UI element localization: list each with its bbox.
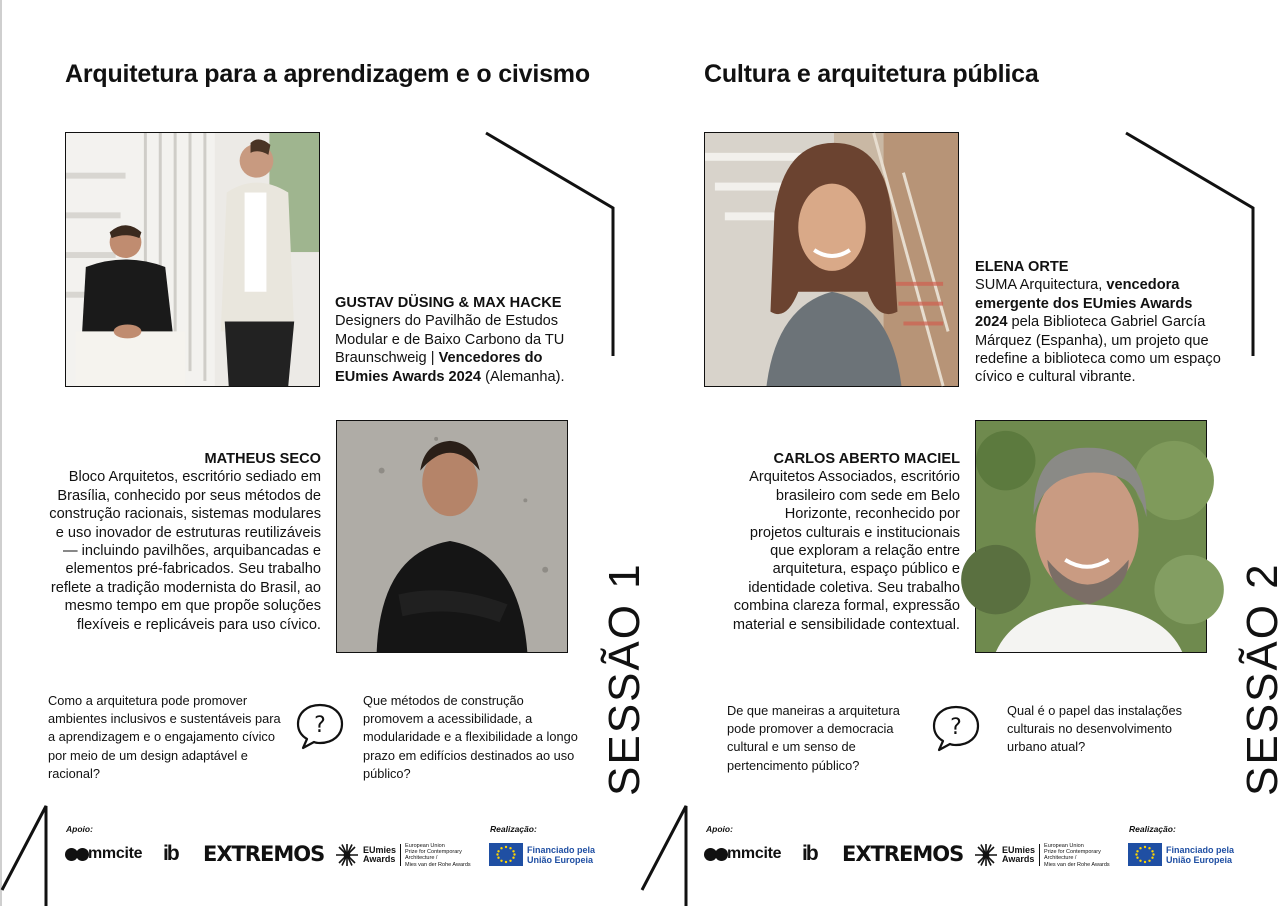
question-2: Qual é o papel das instalações culturais no desenvolvimento urbano atual? [1007, 703, 1183, 755]
session-1-label: SESSÃO 1 [600, 562, 649, 796]
decorative-line [0, 800, 50, 906]
realizacao-label: Realização: [490, 824, 537, 834]
apoio-label: Apoio: [66, 824, 93, 834]
svg-text:?: ? [314, 713, 326, 738]
speaker-name: GUSTAV DÜSING & MAX HACKE [335, 295, 562, 311]
session-2-label: SESSÃO 2 [1238, 562, 1287, 796]
ib-logo: ib [802, 842, 817, 865]
photo-matheus-seco [336, 420, 568, 653]
eu-flag-icon [1128, 843, 1162, 866]
eumies-star-icon [975, 844, 997, 866]
photo-elena-orte [704, 132, 959, 387]
eumies-star-icon [336, 844, 358, 866]
extremos-logo: EXTREMOS [203, 842, 325, 866]
bio-matheus-seco: MATHEUS SECO Bloco Arquitetos, escritório sediado em Brasília, conhecido por seus métodos de construção racionais, sistemas modulares e uso inovador de estruturas reutilizáveis — incluindo pavilhões, arquibancadas e elementos pré-fabricados. Seu trabalho reflete a tradição modernista do Brasil, ao mesmo tempo em que propõe soluções flexíveis e replicáveis para uso cívico. [49, 451, 321, 633]
decorative-line [640, 800, 690, 906]
ib-logo: ib [163, 842, 178, 865]
question-2: Que métodos de construção promovem a acessibilidade, a modularidade e a flexibilidade a longo prazo em edifícios destinados ao uso público? [363, 693, 578, 781]
speaker-name: ELENA ORTE [975, 259, 1069, 275]
bio-dusing-hacke: GUSTAV DÜSING & MAX HACKE Designers do Pavilhão de Estudos Modular e de Baixo Carbono da TU Braunschweig | Vencedores do EUmies Awards 2024 (Alemanha). [335, 294, 580, 386]
eu-funding-logo: Financiado pela União Europeia [1128, 843, 1234, 866]
extremos-logo: EXTREMOS [842, 842, 964, 866]
eu-funding-logo: Financiado pela União Europeia [489, 843, 595, 866]
session-2-panel [640, 0, 1287, 906]
photo-carlos-maciel [975, 420, 1207, 653]
bio-carlos-maciel: CARLOS ABERTO MACIEL Arquitetos Associados, escritório brasileiro com sede em Belo Horizonte, reconhecido por projetos culturais e institucionais que exploram a relação entre arquitetura, espaço público e identidade coletiva. Seu trabalho combina clareza formal, expressão material e sensibilidade contextual. [730, 450, 960, 634]
decorative-line [1120, 128, 1260, 358]
session-2-title: Cultura e arquitetura pública [704, 60, 1039, 88]
realizacao-label: Realização: [1129, 824, 1176, 834]
photo-dusing-hacke [65, 132, 320, 387]
mmcite-logo: mmcite [704, 845, 781, 863]
svg-text:?: ? [950, 715, 962, 740]
decorative-line [480, 128, 620, 358]
speaker-name: CARLOS ABERTO MACIEL [773, 451, 960, 467]
session-1-title: Arquitetura para a aprendizagem e o civismo [65, 60, 590, 88]
eumies-awards-logo: EUmies Awards European Union Prize for Contemporary Architecture / Mies van der Rohe Awards [975, 843, 1110, 868]
question-chat-icon [931, 703, 981, 753]
apoio-label: Apoio: [706, 824, 733, 834]
mmcite-logo: mmcite [65, 845, 142, 863]
speaker-name: MATHEUS SECO [204, 451, 321, 467]
eumies-awards-logo: EUmies Awards European Union Prize for Contemporary Architecture / Mies van der Rohe Awards [336, 843, 471, 868]
question-chat-icon [295, 701, 345, 751]
eu-flag-icon [489, 843, 523, 866]
bio-elena-orte: ELENA ORTE SUMA Arquitectura, vencedora emergente dos EUmies Awards 2024 pela Biblioteca Gabriel García Márquez (Espanha), um projeto que redefine a biblioteca como um espaço cívico e cultural vibrante. [975, 258, 1225, 387]
question-1: De que maneiras a arquitetura pode promover a democracia cultural e um senso de pertencimento público? [727, 703, 900, 773]
question-1: Como a arquitetura pode promover ambientes inclusivos e sustentáveis para a aprendizagem e o engajamento cívico por meio de um design adaptável e racional? [48, 693, 281, 781]
